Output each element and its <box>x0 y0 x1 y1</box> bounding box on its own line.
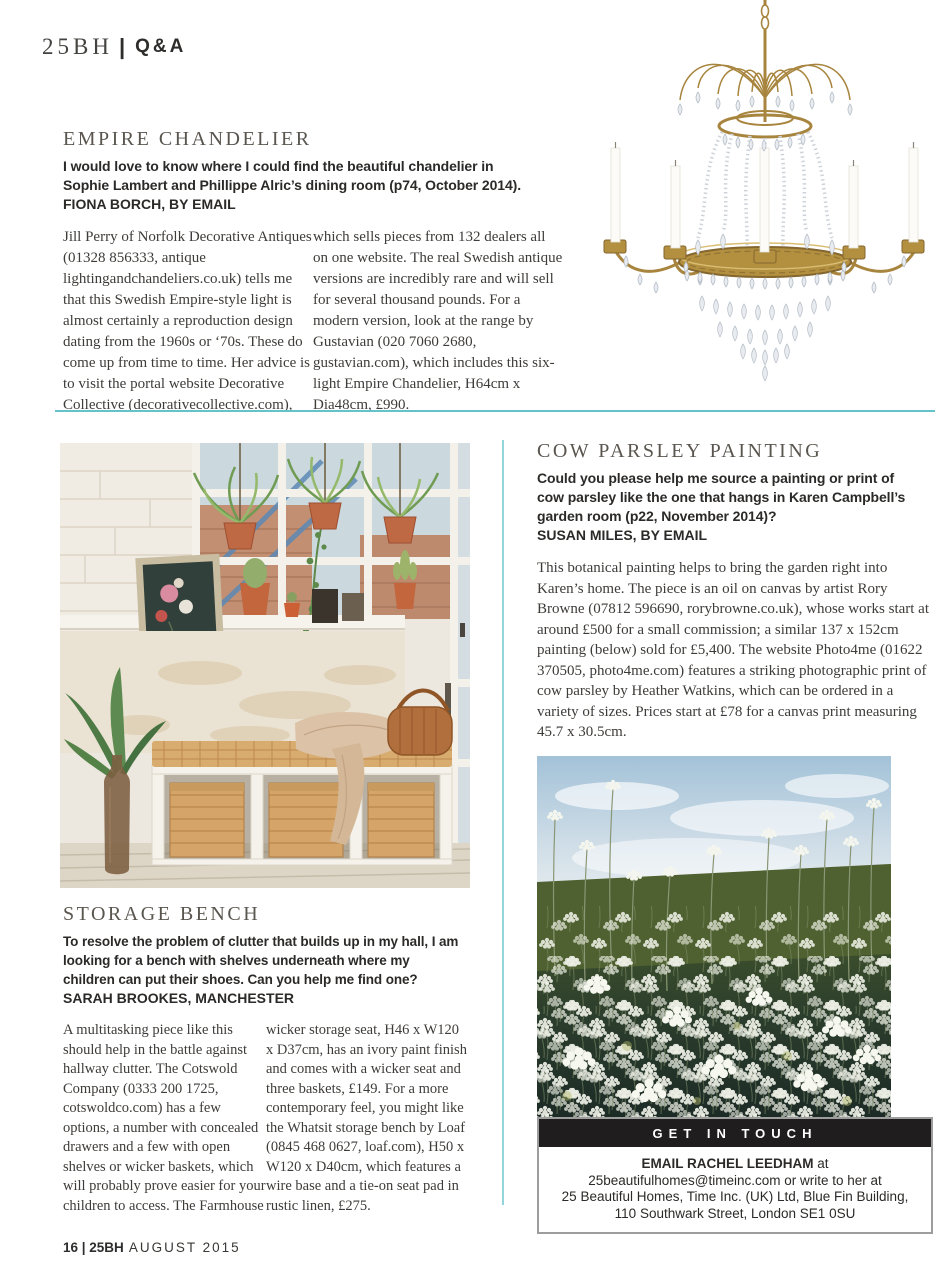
qa-title: EMPIRE CHANDELIER <box>63 128 312 150</box>
vertical-divider <box>502 440 504 1205</box>
qa-answer-col-1: A multitasking piece like this should help in the battle against hallway clutter. The Cotswold Company (0333 200 1725, cotswoldco.com) has a few options, a number with concealed drawers and a few with open shelves or wicker baskets, which will probably prove easier for your children to access. The Farmhouse <box>63 1022 266 1214</box>
page-folio <box>63 1240 241 1255</box>
qa-cow-parsley <box>537 440 939 1117</box>
get-in-touch-body <box>539 1147 931 1232</box>
get-in-touch-header: GET IN TOUCH <box>539 1119 931 1147</box>
qa-question: I would love to know where I could find the beautiful chandelier in Sophie Lambert and Phillippe Alric’s dining room (p74, October 2014). <box>63 158 522 193</box>
qa-empire-chandelier <box>63 128 578 416</box>
masthead-divider: | <box>118 34 126 59</box>
hallway-bench-photo <box>60 443 470 888</box>
qa-title: COW PARSLEY PAINTING <box>537 440 823 462</box>
cow-parsley-painting-photo <box>537 756 891 1117</box>
qa-answer <box>63 1021 483 1216</box>
qa-storage-bench <box>63 903 483 1216</box>
qa-asker: FIONA BORCH, BY EMAIL <box>63 196 236 212</box>
contact-name-line <box>551 1156 919 1173</box>
contact-name-suffix: at <box>813 1156 829 1171</box>
get-in-touch-box <box>537 1117 933 1234</box>
chandelier-photo <box>580 0 951 400</box>
qa-answer-col-2: wicker storage seat, H46 x W120 x D37cm, has an ivory paint finish and comes with a wicker seat and three baskets, £149. For a more contemporary feel, you might like the Whatsit storage bench by Loaf (0845 468 0627, loaf.com), H50 x W120 x D40cm, which features a wire base and a tie-on seat pad in rustic linen, £275. <box>266 1022 467 1214</box>
folio-issue: AUGUST 2015 <box>128 1240 241 1255</box>
section-label: Q&A <box>135 36 187 57</box>
qa-title: STORAGE BENCH <box>63 903 261 925</box>
contact-address-line-2: 110 Southwark Street, London SE1 0SU <box>614 1205 856 1221</box>
qa-question: To resolve the problem of clutter that builds up in my hall, I am looking for a bench with shelves underneath where my children can put their shoes. Can you help me find one? <box>63 934 459 987</box>
qa-answer-col-2: which sells pieces from 132 dealers all on one website. The real Swedish antique versions are incredibly rare and will sell for several thousand pounds. For a modern version, look at the range by Gustavian (020 7060 2680, gustavian.com), which includes this six-light Empire Chandelier, H64cm x Dia48cm, £990. <box>313 229 563 413</box>
qa-answer-col-1: Jill Perry of Norfolk Decorative Antiques (01328 856333, antique lightingandchandeliers.co.uk) tells me that this Swedish Empire-style light is almost certainly a reproduction design dating from the 1960s or ‘70s. These do come up from time to time. Her advice is to visit the portal website Decorative Collective (decorativecollective.com), <box>63 229 312 413</box>
brand-logo: 25BH <box>42 34 113 59</box>
qa-asker: SUSAN MILES, BY EMAIL <box>537 527 708 543</box>
folio-page-brand: 16 | 25BH <box>63 1240 124 1255</box>
contact-address-line-1: 25 Beautiful Homes, Time Inc. (UK) Ltd, Blue Fin Building, <box>561 1189 909 1204</box>
horizontal-divider <box>55 410 935 412</box>
qa-question: Could you please help me source a painting or print of cow parsley like the one that hangs in Karen Campbell’s garden room (p22, November 2014)? <box>537 470 906 524</box>
contact-name: EMAIL RACHEL LEEDHAM <box>641 1156 814 1171</box>
qa-answer: This botanical painting helps to bring the garden right into Karen’s home. The piece is an oil on canvas by artist Rory Browne (07812 596690, rorybrowne.co.uk), whose works start at around £500 for a small commission; a similar 137 x 152cm painting (below) sold for £5,400. The website Photo4me (01622 370505, photo4me.com) features a striking photographic print of cow parsley by Heather Watkins, which can be ordered in a variety of sizes. Prices start at £78 for a canvas print measuring 45.7 x 30.5cm. <box>537 560 930 740</box>
contact-email-line: 25beautifulhomes@timeinc.com or write to her at <box>588 1172 882 1188</box>
qa-asker: SARAH BROOKES, MANCHESTER <box>63 990 295 1006</box>
masthead <box>42 34 186 60</box>
qa-answer <box>63 227 578 416</box>
